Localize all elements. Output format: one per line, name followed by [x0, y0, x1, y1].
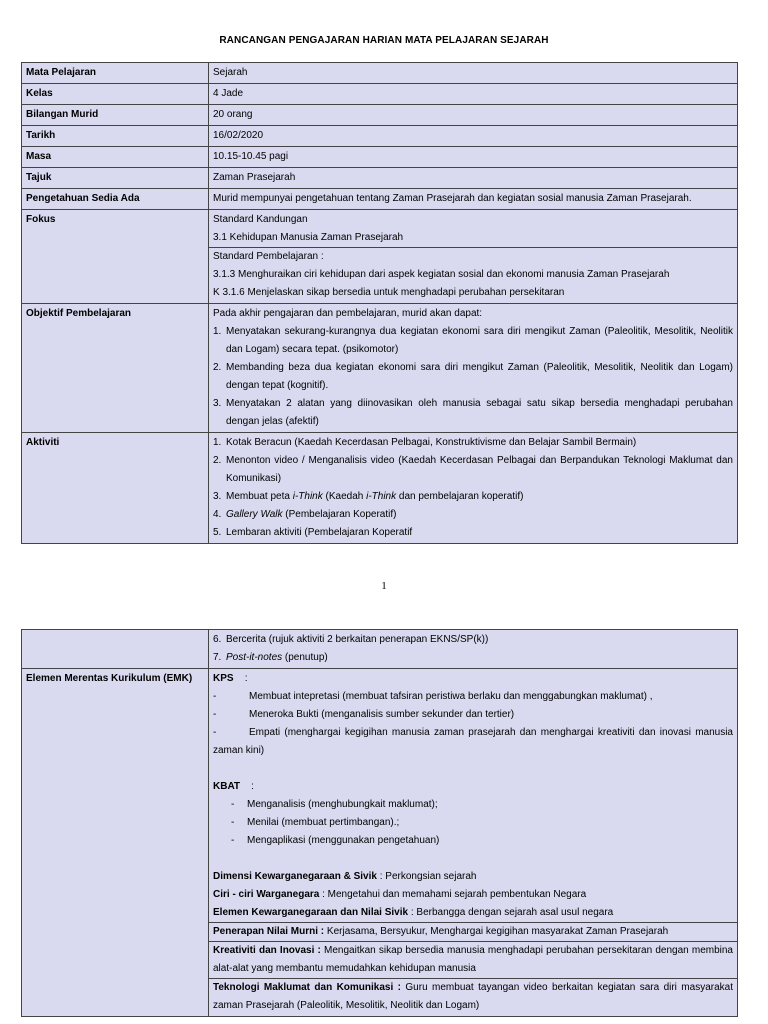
kps-colon: : — [244, 673, 248, 684]
tmk-value: Guru membuat tayangan video berkaitan kegiatan sara diri masyarakat zaman Prasejarah (Paleolitik, Mesolitik, Neolitik dan Logam) — [213, 982, 733, 1011]
aktiviti-item — [213, 488, 733, 506]
kbat-dash: - — [231, 817, 235, 828]
objektif-item-text: Menyatakan 2 alatan yang diinovasikan oleh manusia sebagai satu sikap bersedia menghadapi perubahan dengan jelas (afektif) — [226, 398, 733, 427]
aktiviti-text-part: (penutup) — [282, 652, 328, 663]
lesson-plan-table-page-2 — [21, 629, 738, 1017]
label-bilangan-murid: Bilangan Murid — [22, 105, 209, 126]
aktiviti-item-number: 7. — [213, 652, 222, 663]
objektif-item-text: Menyatakan sekurang-kurangnya dua kegiatan ekonomi sara diri mengikut Zaman (Paleolitik, Mesolitik, Neolitik dan Logam) secara tepat. (psikomotor) — [226, 326, 733, 355]
standard-pembelajaran-item-1: 3.1.3 Menghuraikan ciri kehidupan dari aspek kegiatan sosial dan ekonomi manusia Zaman Prasejarah — [213, 269, 670, 280]
objektif-item — [213, 359, 733, 395]
row-tarikh — [22, 126, 738, 147]
aktiviti-text-italic: i-Think — [366, 491, 397, 502]
value-mata-pelajaran: Sejarah — [209, 63, 738, 84]
aktiviti-text-italic: Post-it-notes — [226, 652, 283, 663]
kreativiti-label: Kreativiti dan Inovasi : — [213, 945, 321, 956]
aktiviti-item-text: Bercerita (rujuk aktiviti 2 berkaitan penerapan EKNS/SP(k)) — [226, 634, 489, 645]
kbat-dash: - — [231, 799, 235, 810]
objektif-item-text: Membanding beza dua kegiatan ekonomi sara diri mengikut Zaman (Paleolitik, Mesolitik, Neolitik dan Logam) dengan tepat (kognitif). — [226, 362, 733, 391]
kbat-heading — [213, 778, 733, 796]
aktiviti-item — [213, 452, 733, 488]
kps-item — [213, 724, 733, 760]
label-kelas: Kelas — [22, 84, 209, 105]
label-aktiviti: Aktiviti — [22, 433, 209, 544]
aktiviti-text-italic: Gallery Walk — [226, 509, 283, 520]
aktiviti-text-italic: i-Think — [292, 491, 323, 502]
ciri-value: : Mengetahui dan memahami sejarah pembentukan Negara — [319, 889, 587, 900]
kps-item-text: Membuat intepretasi (membuat tafsiran peristiwa berlaku dan menggabungkan maklumat) , — [249, 691, 653, 702]
kbat-item — [213, 814, 733, 832]
aktiviti-item — [213, 506, 733, 524]
label-empty — [22, 630, 209, 669]
label-emk: Elemen Merentas Kurikulum (EMK) — [22, 669, 209, 1017]
kbat-item-text: Menilai (membuat pertimbangan).; — [247, 817, 400, 828]
objektif-item-number: 1. — [213, 326, 222, 337]
kps-item — [213, 706, 733, 724]
elemen-line — [213, 904, 733, 922]
kbat-item-text: Mengaplikasi (menggunakan pengetahuan) — [247, 835, 440, 846]
label-objektif: Objektif Pembelajaran — [22, 304, 209, 433]
value-objektif — [209, 304, 738, 433]
row-pengetahuan-sedia-ada — [22, 189, 738, 210]
aktiviti-text-part: dan pembelajaran koperatif) — [396, 491, 524, 502]
row-fokus — [22, 210, 738, 304]
ciri-line — [213, 886, 733, 904]
value-bilangan-murid: 20 orang — [209, 105, 738, 126]
value-aktiviti-continued — [209, 630, 738, 669]
standard-pembelajaran-item-2: K 3.1.6 Menjelaskan sikap bersedia untuk menghadapi perubahan persekitaran — [213, 287, 565, 298]
kbat-dash: - — [231, 835, 235, 846]
label-tajuk: Tajuk — [22, 168, 209, 189]
value-tarikh: 16/02/2020 — [209, 126, 738, 147]
ciri-label: Ciri - ciri Warganegara — [213, 889, 320, 900]
elemen-label: Elemen Kewarganegaraan dan Nilai Sivik — [213, 907, 409, 918]
aktiviti-text-part: (Pembelajaran Koperatif) — [282, 509, 397, 520]
objektif-intro: Pada akhir pengajaran dan pembelajaran, murid akan dapat: — [213, 308, 483, 319]
kps-heading — [213, 670, 733, 688]
standard-kandungan-title: Standard Kandungan — [213, 214, 308, 225]
value-tajuk: Zaman Prasejarah — [209, 168, 738, 189]
kbat-title: KBAT — [213, 781, 241, 792]
row-objektif — [22, 304, 738, 433]
objektif-item-number: 2. — [213, 362, 222, 373]
spacer — [213, 850, 733, 868]
aktiviti-item-number: 2. — [213, 455, 222, 466]
kreativiti-line — [209, 941, 737, 978]
value-masa: 10.15-10.45 pagi — [209, 147, 738, 168]
aktiviti-item-number: 6. — [213, 634, 222, 645]
aktiviti-item — [213, 631, 733, 649]
document-title: RANCANGAN PENGAJARAN HARIAN MATA PELAJARAN SEJARAH — [219, 35, 549, 46]
row-emk — [22, 669, 738, 1017]
aktiviti-item-text — [226, 649, 733, 667]
kbat-item — [213, 832, 733, 850]
objektif-item-number: 3. — [213, 398, 222, 409]
kbat-item-text: Menganalisis (menghubungkait maklumat); — [247, 799, 438, 810]
aktiviti-item — [213, 524, 733, 542]
tmk-line — [209, 978, 737, 1015]
dimensi-value: : Perkongsian sejarah — [376, 871, 477, 882]
value-emk — [209, 669, 738, 1017]
kps-item — [213, 688, 733, 706]
aktiviti-item-number: 3. — [213, 491, 222, 502]
dimensi-line — [213, 868, 733, 886]
objektif-item — [213, 323, 733, 359]
row-aktiviti — [22, 433, 738, 544]
label-pengetahuan-sedia-ada: Pengetahuan Sedia Ada — [22, 189, 209, 210]
aktiviti-item-text — [226, 506, 733, 524]
row-aktiviti-continued — [22, 630, 738, 669]
aktiviti-item — [213, 434, 733, 452]
row-mata-pelajaran — [22, 63, 738, 84]
label-masa: Masa — [22, 147, 209, 168]
nilai-murni-line — [209, 922, 737, 941]
kbat-item — [213, 796, 733, 814]
kps-item-text: Meneroka Bukti (menganalisis sumber sekunder dan tertier) — [249, 709, 515, 720]
nilai-murni-label: Penerapan Nilai Murni : — [213, 926, 325, 937]
aktiviti-item-number: 4. — [213, 509, 222, 520]
kreativiti-value: Mengaitkan sikap bersedia manusia menghadapi perubahan persekitaran dengan membina alat-alat yang membantu memudahkan kehidupan manusia — [213, 945, 733, 974]
label-tarikh: Tarikh — [22, 126, 209, 147]
dimensi-label: Dimensi Kewarganegaraan & Sivik — [213, 871, 377, 882]
label-fokus: Fokus — [22, 210, 209, 304]
row-masa — [22, 147, 738, 168]
spacer — [213, 760, 733, 778]
aktiviti-item — [213, 649, 733, 667]
kps-dash: - — [213, 727, 217, 738]
aktiviti-item-text: Lembaran aktiviti (Pembelajaran Koperatif — [226, 527, 413, 538]
kps-item-text: Empati (menghargai kegigihan manusia zaman prasejarah dan menghargai kreativiti dan inovasi manusia zaman kini) — [213, 727, 733, 756]
aktiviti-item-number: 5. — [213, 527, 222, 538]
lesson-plan-table-page-1 — [21, 62, 738, 544]
elemen-value: : Berbangga dengan sejarah asal usul negara — [408, 907, 614, 918]
aktiviti-item-number: 1. — [213, 437, 222, 448]
kps-title: KPS — [213, 673, 234, 684]
value-pengetahuan-sedia-ada: Murid mempunyai pengetahuan tentang Zaman Prasejarah dan kegiatan sosial manusia Zaman Prasejarah. — [209, 189, 738, 210]
standard-kandungan-item: 3.1 Kehidupan Manusia Zaman Prasejarah — [213, 232, 404, 243]
tmk-label: Teknologi Maklumat dan Komunikasi : — [213, 982, 401, 993]
standard-pembelajaran-title: Standard Pembelajaran : — [209, 247, 737, 266]
objektif-item — [213, 395, 733, 431]
page-number: 1 — [381, 580, 387, 592]
value-aktiviti — [209, 433, 738, 544]
aktiviti-text-part: Membuat peta — [226, 491, 293, 502]
kps-dash: - — [213, 691, 217, 702]
nilai-murni-value: Kerjasama, Bersyukur, Menghargai kegigihan masyarakat Zaman Prasejarah — [324, 926, 669, 937]
row-kelas — [22, 84, 738, 105]
aktiviti-item-text: Kotak Beracun (Kaedah Kecerdasan Pelbagai, Konstruktivisme dan Belajar Sambil Bermain) — [226, 437, 637, 448]
kbat-colon: : — [251, 781, 254, 792]
value-kelas: 4 Jade — [209, 84, 738, 105]
aktiviti-item-text: Menonton video / Menganalisis video (Kaedah Kecerdasan Pelbagai dan Berpandukan Teknologi Maklumat dan Komunikasi) — [226, 455, 733, 484]
row-bilangan-murid — [22, 105, 738, 126]
value-fokus — [209, 210, 738, 304]
aktiviti-item-text — [226, 488, 733, 506]
row-tajuk — [22, 168, 738, 189]
label-mata-pelajaran: Mata Pelajaran — [22, 63, 209, 84]
kps-dash: - — [213, 709, 217, 720]
aktiviti-text-part: (Kaedah — [322, 491, 367, 502]
